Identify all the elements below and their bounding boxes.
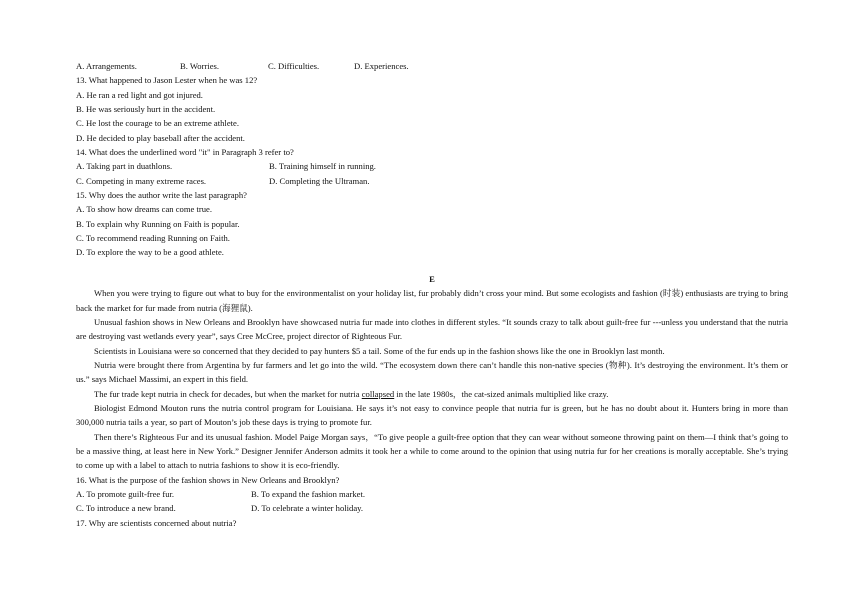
- q12-option-d: D. Experiences.: [354, 61, 409, 71]
- q12-option-a: A. Arrangements.: [76, 61, 137, 71]
- paragraph-3: Scientists in Louisiana were so concerned that they decided to pay hunters $5 a tail. Some of the fur ends up in the fashion shows like the one in Brooklyn last month.: [94, 345, 665, 356]
- q14-option-d: D. Completing the Ultraman.: [269, 175, 370, 186]
- paragraph-5-text-after: in the late 1980s，the cat-sized animals multiplied like crazy.: [394, 388, 609, 399]
- q12-options: [76, 59, 788, 73]
- paragraph-6: Biologist Edmond Mouton runs the nutria control program for Louisiana. He says it’s not easy to convince people that nutria fur is green, but he has no doubt about it. Hunters bring in more than 300,000 nutria tails a year, so part of Mouton’s job these days is trying to promote fur.: [76, 402, 788, 428]
- q14-option-c: C. Competing in many extreme races.: [76, 175, 207, 186]
- q13-stem: 13. What happened to Jason Lester when he was 12?: [76, 75, 258, 86]
- underlined-word-collapsed: collapsed: [361, 388, 395, 399]
- exam-content: [76, 59, 788, 530]
- q15-option-a: A. To show how dreams can come true.: [76, 204, 212, 215]
- paragraph-5-text-before: The fur trade kept nutria in check for decades, but when the market for nutria: [94, 388, 362, 399]
- passage-title: E: [429, 273, 435, 284]
- q14-option-a: A. Taking part in duathlons.: [76, 161, 173, 172]
- q16-options-row2: [76, 501, 788, 515]
- q12-option-c: C. Difficulties.: [268, 61, 320, 71]
- q16-option-d: D. To celebrate a winter holiday.: [251, 503, 364, 514]
- q16-option-c: C. To introduce a new brand.: [76, 503, 176, 514]
- q13-option-c: C. He lost the courage to be an extreme athlete.: [76, 118, 239, 129]
- q15-stem: 15. Why does the author write the last paragraph?: [76, 190, 247, 201]
- paragraph-7: Then there’s Righteous Fur and its unusual fashion. Model Paige Morgan says，“To give people a guilt-free option that they can wear without someone throwing paint on them—I think that’s going to be a massive thing, at least here in New York.” Designer Jennifer Anderson admits it took her a while to come around to the opinion that using nutria fur for her creations is morally acceptable. She’s trying to come up with a label to attach to nutria fashions to show it is eco-friendly.: [76, 431, 788, 471]
- q13-option-b: B. He was seriously hurt in the accident.: [76, 104, 216, 115]
- q16-stem: 16. What is the purpose of the fashion shows in New Orleans and Brooklyn?: [76, 474, 340, 485]
- q16-option-b: B. To expand the fashion market.: [251, 488, 366, 499]
- paragraph-2: Unusual fashion shows in New Orleans and Brooklyn have showcased nutria fur made into clothes in different styles. “It sounds crazy to talk about guilt-free fur ---unless you understand that the nutria are destroying vast wetlands every year”, says Cree McCree, project director of Righteous Fur.: [76, 316, 788, 342]
- q16-options-row1: [76, 487, 788, 501]
- q14-options-row1: [76, 159, 788, 173]
- q13-option-a: A. He ran a red light and got injured.: [76, 89, 203, 100]
- q12-option-b: B. Worries.: [180, 61, 220, 71]
- q14-stem: 14. What does the underlined word "it" in Paragraph 3 refer to?: [76, 147, 294, 158]
- q13-option-d: D. He decided to play baseball after the accident.: [76, 132, 245, 143]
- paragraph-4: Nutria were brought there from Argentina by fur farmers and let go into the wild. “The ecosystem down there can’t handle this non-native species (物种). It’s destroying the environment. It’s them or us.” says Michael Massimi, an expert in this field.: [76, 359, 788, 385]
- q15-option-d: D. To explore the way to be a good athlete.: [76, 247, 224, 258]
- q17-stem: 17. Why are scientists concerned about nutria?: [76, 517, 237, 528]
- paragraph-5: [76, 387, 788, 401]
- q14-option-b: B. Training himself in running.: [269, 161, 376, 172]
- q15-option-c: C. To recommend reading Running on Faith.: [76, 233, 230, 244]
- paragraph-1: When you were trying to figure out what to buy for the environmentalist on your holiday list, fur probably didn’t cross your mind. But some ecologists and fashion (时装) enthusiasts are trying to bring back the market for fur made from nutria (海狸鼠).: [76, 288, 788, 313]
- q16-option-a: A. To promote guilt-free fur.: [76, 488, 175, 499]
- q14-options-row2: [76, 174, 788, 188]
- q15-option-b: B. To explain why Running on Faith is popular.: [76, 218, 240, 229]
